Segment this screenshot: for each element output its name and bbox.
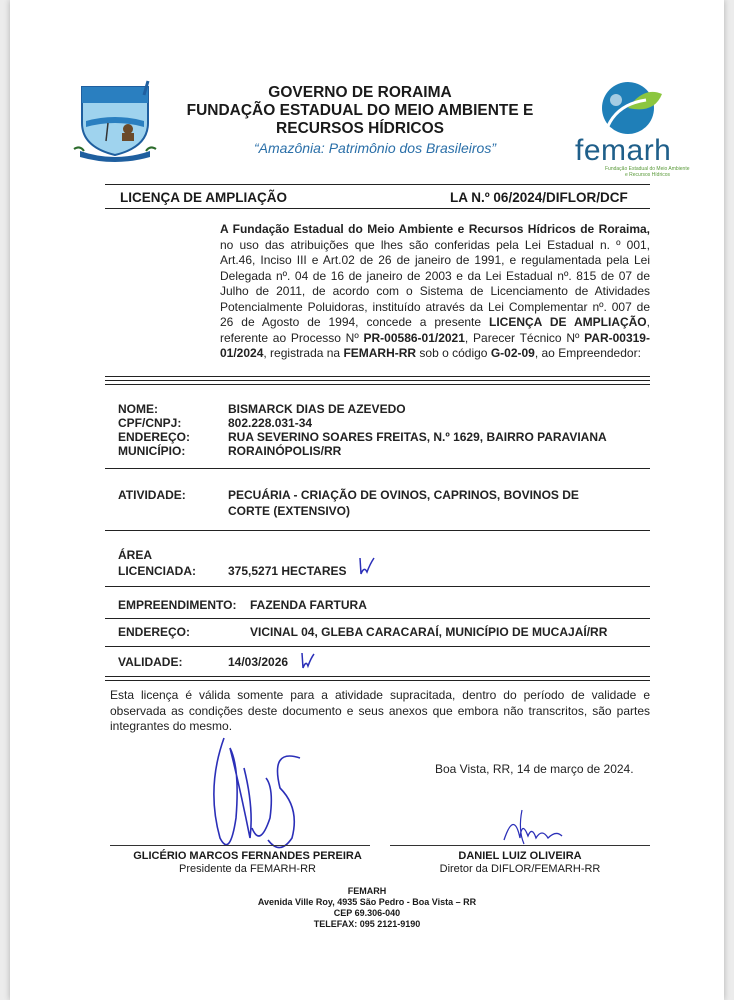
area-label-1: ÁREA xyxy=(118,548,153,562)
section-rule-1c xyxy=(105,384,650,385)
intro-femarh: FEMARH-RR xyxy=(343,346,417,360)
left-signature-icon xyxy=(200,728,330,858)
intro-text-1: no uso das atribuições que lhes são conferidas pela Lei Estadual n. º 001, Art.46, Inciso III e Art.02 de 26 de janeiro de 1991, e regulamentada pela Lei Delegada nº. 04 de 16 de janeiro de 2003 e da Lei Estadual nº. 815 de 07 de Julho de 2011, de acordo com o Sistema de Licenciamento de Atividades Potencialmente Poluidoras, instituído através da Lei Complementar nº. 007 de 26 de Agosto de 1994, concede a presente xyxy=(220,237,650,329)
intro-parecer: PAR-00319-01/2024 xyxy=(220,330,650,360)
header-government: GOVERNO DE RORAIMA xyxy=(268,84,452,101)
nome-label: NOME: xyxy=(118,402,158,416)
footer-phone: TELEFAX: 095 2121-9190 xyxy=(313,919,421,929)
section-rule-4 xyxy=(105,586,650,587)
atividade-label: ATIVIDADE: xyxy=(118,488,186,502)
validade-value: 14/03/2026 xyxy=(228,655,289,669)
municipio-value: RORAINÓPOLIS/RR xyxy=(228,444,342,458)
intro-text-2: , referente ao Processo Nº xyxy=(220,315,650,345)
intro-bold-foundation: A Fundação Estadual do Meio Ambiente e Recursos Hídricos de Roraima, xyxy=(220,222,650,236)
header-resources: RECURSOS HÍDRICOS xyxy=(276,120,444,137)
right-signer-role: Diretor da DIFLOR/FEMARH-RR xyxy=(439,863,601,875)
municipio-label: MUNICÍPIO: xyxy=(118,444,186,458)
right-signature-line xyxy=(390,845,650,846)
roraima-coat-of-arms-icon xyxy=(70,75,160,165)
endereco-label: ENDEREÇO: xyxy=(118,430,191,444)
area-initials-icon xyxy=(356,554,378,578)
intro-bold-license: LICENÇA DE AMPLIAÇÃO xyxy=(489,315,647,329)
license-number: LA N.º 06/2024/DIFLOR/DCF xyxy=(450,190,628,205)
empreendimento-label: EMPREENDIMENTO: xyxy=(118,598,237,612)
place-date: Boa Vista, RR, 14 de março de 2024. xyxy=(435,762,634,776)
femarh-logo-sub1: Fundação Estadual do Meio Ambiente xyxy=(605,166,690,172)
footer-cep: CEP 69.306-040 xyxy=(333,908,401,918)
validity-note: Esta licença é válida somente para a atividade supracitada, dentro do período de validade e observada as condições deste documento e seus anexos que embora não transcritos, são partes integrantes do mesmo. xyxy=(110,688,650,733)
header-motto: “Amazônia: Patrimônio dos Brasileiros” xyxy=(254,140,496,156)
section-rule-2 xyxy=(105,468,650,469)
right-signature-icon xyxy=(500,800,570,850)
section-rule-3 xyxy=(105,530,650,531)
intro-text-6: , ao Empreendedor: xyxy=(534,346,641,360)
endereco-value: RUA SEVERINO SOARES FREITAS, N.º 1629, BAIRRO PARAVIANA xyxy=(228,430,607,444)
title-bottom-rule xyxy=(105,208,650,209)
nome-value: BISMARCK DIAS DE AZEVEDO xyxy=(228,402,406,416)
intro-paragraph xyxy=(220,222,650,362)
license-title: LICENÇA DE AMPLIAÇÃO xyxy=(120,190,287,205)
section-rule-6 xyxy=(105,646,650,647)
footer-org: FEMARH xyxy=(347,886,387,896)
intro-text-3: , Parecer Técnico Nº xyxy=(464,330,585,345)
cpf-label: CPF/CNPJ: xyxy=(118,416,182,430)
intro-process: PR-00586-01/2021 xyxy=(363,330,465,345)
femarh-logo-icon xyxy=(588,80,668,138)
section-rule-7a xyxy=(105,676,650,677)
area-label-2: LICENCIADA: xyxy=(118,564,196,578)
femarh-logo-sub2: e Recursos Hídricos xyxy=(625,172,671,178)
validade-label: VALIDADE: xyxy=(118,655,183,669)
endereco-empreendimento-label: ENDEREÇO: xyxy=(118,625,191,639)
validade-initials-icon xyxy=(298,650,318,672)
section-rule-1a xyxy=(105,376,650,377)
right-signer-name: DANIEL LUIZ OLIVEIRA xyxy=(458,850,582,862)
document-page xyxy=(10,0,724,1000)
intro-text-5: sob o código xyxy=(416,346,491,360)
left-signer-name: GLICÉRIO MARCOS FERNANDES PEREIRA xyxy=(133,850,362,862)
section-rule-1b xyxy=(105,380,650,381)
title-top-rule xyxy=(105,184,650,185)
footer-address: Avenida Ville Roy, 4935 São Pedro - Boa Vista – RR xyxy=(257,897,477,907)
empreendimento-value: FAZENDA FARTURA xyxy=(250,598,367,612)
header-foundation: FUNDAÇÃO ESTADUAL DO MEIO AMBIENTE E xyxy=(186,102,534,119)
cpf-value: 802.228.031-34 xyxy=(228,416,313,430)
section-rule-5 xyxy=(105,618,650,619)
left-signer-role: Presidente da FEMARH-RR xyxy=(179,863,316,875)
section-rule-7b xyxy=(105,680,650,681)
intro-code: G-02-09 xyxy=(490,346,535,360)
endereco-empreendimento-value: VICINAL 04, GLEBA CARACARAÍ, MUNICÍPIO DE MUCAJAÍ/RR xyxy=(250,625,608,639)
area-value: 375,5271 HECTARES xyxy=(228,564,347,578)
femarh-logo-text: femarh xyxy=(575,134,672,167)
atividade-line1: PECUÁRIA - CRIAÇÃO DE OVINOS, CAPRINOS, BOVINOS DE xyxy=(228,488,579,502)
left-signature-line xyxy=(110,845,370,846)
atividade-line2: CORTE (EXTENSIVO) xyxy=(228,504,351,518)
intro-text-4: , registrada na xyxy=(263,346,344,360)
